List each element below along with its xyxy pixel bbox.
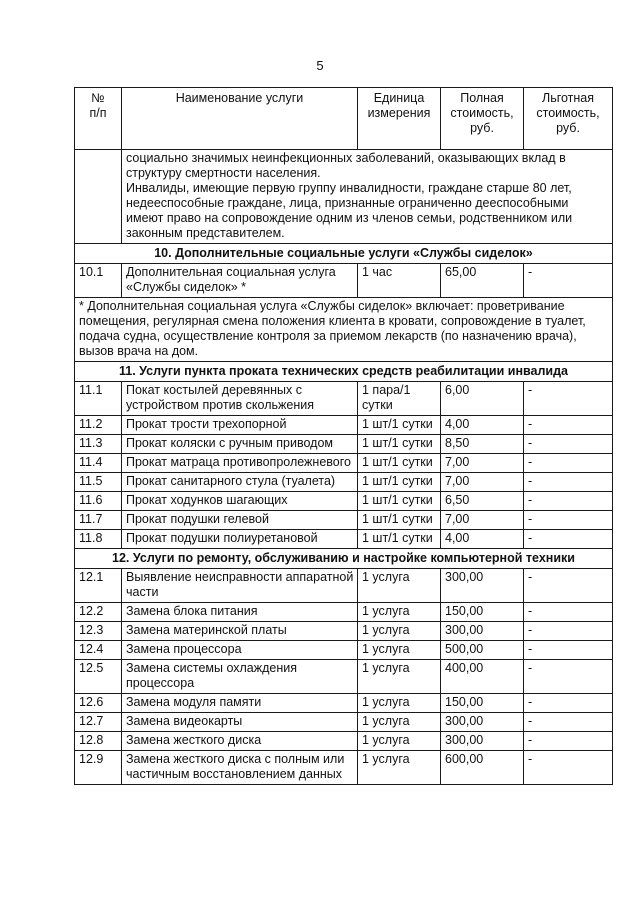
- row-discount-price: -: [524, 473, 613, 492]
- row-discount-price: -: [524, 382, 613, 416]
- row-discount-price: -: [524, 492, 613, 511]
- row-number: 12.5: [75, 660, 122, 694]
- row-full-price: 300,00: [441, 732, 524, 751]
- table-header-row: [75, 88, 613, 150]
- row-service-name: Прокат подушки гелевой: [122, 511, 358, 530]
- row-number: 11.5: [75, 473, 122, 492]
- row-discount-price: -: [524, 511, 613, 530]
- row-service-name: Прокат подушки полиуретановой: [122, 530, 358, 549]
- continuation-empty-cell: [75, 150, 122, 244]
- row-service-name: Прокат санитарного стула (туалета): [122, 473, 358, 492]
- row-service-name: Замена жесткого диска с полным или частичным восстановлением данных: [122, 751, 358, 785]
- row-full-price: 7,00: [441, 473, 524, 492]
- row-service-name: Выявление неисправности аппаратной части: [122, 569, 358, 603]
- row-service-name: Прокат коляски с ручным приводом: [122, 435, 358, 454]
- row-discount-price: -: [524, 435, 613, 454]
- row-unit: 1 шт/1 сутки: [358, 473, 441, 492]
- row-number: 11.8: [75, 530, 122, 549]
- table-row: [75, 732, 613, 751]
- row-unit: 1 шт/1 сутки: [358, 530, 441, 549]
- row-unit: 1 шт/1 сутки: [358, 416, 441, 435]
- row-discount-price: -: [524, 641, 613, 660]
- row-full-price: 7,00: [441, 511, 524, 530]
- row-full-price: 600,00: [441, 751, 524, 785]
- table-row: [75, 751, 613, 785]
- row-unit: 1 шт/1 сутки: [358, 454, 441, 473]
- table-row: [75, 569, 613, 603]
- section-12-rows: [75, 569, 613, 785]
- row-number: 12.1: [75, 569, 122, 603]
- header-full-price-label: Полная стоимость, руб.: [450, 91, 514, 135]
- row-discount-price: -: [524, 732, 613, 751]
- header-full-price: [441, 88, 524, 150]
- table-row: [75, 264, 613, 298]
- row-service-name: Замена жесткого диска: [122, 732, 358, 751]
- row-unit: 1 услуга: [358, 713, 441, 732]
- table-row: [75, 454, 613, 473]
- row-service-name: Замена видеокарты: [122, 713, 358, 732]
- continuation-text: [122, 150, 613, 244]
- page-number: 5: [316, 58, 324, 73]
- section-heading: [75, 362, 613, 382]
- row-service-name: Замена процессора: [122, 641, 358, 660]
- row-service-name: Дополнительная социальная услуга «Службы сиделок» *: [122, 264, 358, 298]
- row-unit: 1 услуга: [358, 622, 441, 641]
- row-unit: 1 шт/1 сутки: [358, 511, 441, 530]
- table-row: [75, 382, 613, 416]
- table-row: [75, 530, 613, 549]
- row-unit: 1 услуга: [358, 641, 441, 660]
- table-row: [75, 694, 613, 713]
- row-discount-price: -: [524, 416, 613, 435]
- table-row: [75, 660, 613, 694]
- row-discount-price: -: [524, 569, 613, 603]
- row-full-price: 4,00: [441, 416, 524, 435]
- row-unit: 1 шт/1 сутки: [358, 492, 441, 511]
- row-number: 12.7: [75, 713, 122, 732]
- row-unit: 1 пара/1 сутки: [358, 382, 441, 416]
- header-number: [75, 88, 122, 150]
- row-number: 11.7: [75, 511, 122, 530]
- table-row: [75, 622, 613, 641]
- section-10-title: 10. Дополнительные социальные услуги «Службы сиделок»: [75, 244, 613, 264]
- row-service-name: Замена блока питания: [122, 603, 358, 622]
- row-service-name: Прокат трости трехопорной: [122, 416, 358, 435]
- row-number: 12.3: [75, 622, 122, 641]
- row-unit: 1 шт/1 сутки: [358, 435, 441, 454]
- table-row: [75, 713, 613, 732]
- row-service-name: Замена модуля памяти: [122, 694, 358, 713]
- row-number: 12.9: [75, 751, 122, 785]
- section-10-rows: [75, 264, 613, 298]
- table-row: [75, 511, 613, 530]
- table-row: [75, 641, 613, 660]
- row-service-name: Прокат ходунков шагающих: [122, 492, 358, 511]
- row-number: 11.1: [75, 382, 122, 416]
- section-10-note-row: [75, 298, 613, 362]
- table-row: [75, 416, 613, 435]
- row-full-price: 500,00: [441, 641, 524, 660]
- row-unit: 1 услуга: [358, 751, 441, 785]
- row-number: 12.4: [75, 641, 122, 660]
- row-unit: 1 услуга: [358, 694, 441, 713]
- row-number: 12.6: [75, 694, 122, 713]
- continuation-row: [75, 150, 613, 244]
- row-service-name: Замена материнской платы: [122, 622, 358, 641]
- header-number-label: № п/п: [89, 91, 107, 120]
- row-full-price: 6,50: [441, 492, 524, 511]
- row-number: 12.8: [75, 732, 122, 751]
- continuation-paragraph-1: социально значимых неинфекционных заболеваний, оказывающих вклад в структуру смертности населения.: [126, 151, 566, 180]
- table-row: [75, 473, 613, 492]
- header-discount-price: [524, 88, 613, 150]
- row-number: 11.2: [75, 416, 122, 435]
- continuation-paragraph-2: Инвалиды, имеющие первую группу инвалидности, граждане старше 80 лет, недееспособные граждане, лица, признанные ограниченно дееспособными имеют право на сопровождение одним из членов семьи, родственником или законным представителем.: [126, 181, 573, 240]
- header-unit-label: Единица измерения: [367, 91, 431, 120]
- row-number: 11.4: [75, 454, 122, 473]
- row-full-price: 300,00: [441, 713, 524, 732]
- row-full-price: 150,00: [441, 603, 524, 622]
- header-unit: [358, 88, 441, 150]
- row-number: 12.2: [75, 603, 122, 622]
- row-discount-price: -: [524, 660, 613, 694]
- row-discount-price: -: [524, 694, 613, 713]
- row-discount-price: -: [524, 264, 613, 298]
- row-full-price: 150,00: [441, 694, 524, 713]
- row-unit: 1 услуга: [358, 569, 441, 603]
- row-full-price: 7,00: [441, 454, 524, 473]
- section-12-title: 12. Услуги по ремонту, обслуживанию и настройке компьютерной техники: [75, 549, 613, 569]
- row-discount-price: -: [524, 713, 613, 732]
- section-11-title: 11. Услуги пункта проката технических средств реабилитации инвалида: [75, 362, 613, 382]
- row-unit: 1 услуга: [358, 603, 441, 622]
- table-row: [75, 435, 613, 454]
- header-discount-price-label: Льготная стоимость, руб.: [536, 91, 600, 135]
- row-full-price: 400,00: [441, 660, 524, 694]
- row-full-price: 8,50: [441, 435, 524, 454]
- section-heading: [75, 244, 613, 264]
- section-10-note: * Дополнительная социальная услуга «Службы сиделок» включает: проветривание помещения, регулярная смена положения клиента в кровати, сопровождение в туалет, подача судна, осуществление контроля за приемом лекарств (по назначению врача), вызов врача на дом.: [75, 298, 613, 362]
- row-full-price: 300,00: [441, 569, 524, 603]
- row-number: 11.3: [75, 435, 122, 454]
- row-discount-price: -: [524, 454, 613, 473]
- header-service-name: [122, 88, 358, 150]
- row-number: 11.6: [75, 492, 122, 511]
- row-discount-price: -: [524, 603, 613, 622]
- table-row: [75, 603, 613, 622]
- services-price-table: [74, 87, 613, 785]
- row-service-name: Покат костылей деревянных с устройством против скольжения: [122, 382, 358, 416]
- row-full-price: 300,00: [441, 622, 524, 641]
- row-service-name: Замена системы охлаждения процессора: [122, 660, 358, 694]
- section-11-rows: [75, 382, 613, 549]
- row-discount-price: -: [524, 530, 613, 549]
- row-unit: 1 услуга: [358, 732, 441, 751]
- row-full-price: 65,00: [441, 264, 524, 298]
- table-row: [75, 492, 613, 511]
- section-heading: [75, 549, 613, 569]
- row-discount-price: -: [524, 622, 613, 641]
- row-full-price: 6,00: [441, 382, 524, 416]
- row-discount-price: -: [524, 751, 613, 785]
- row-full-price: 4,00: [441, 530, 524, 549]
- header-service-name-label: Наименование услуги: [175, 91, 304, 105]
- row-unit: 1 услуга: [358, 660, 441, 694]
- row-service-name: Прокат матраца противопролежневого: [122, 454, 358, 473]
- row-unit: 1 час: [358, 264, 441, 298]
- row-number: 10.1: [75, 264, 122, 298]
